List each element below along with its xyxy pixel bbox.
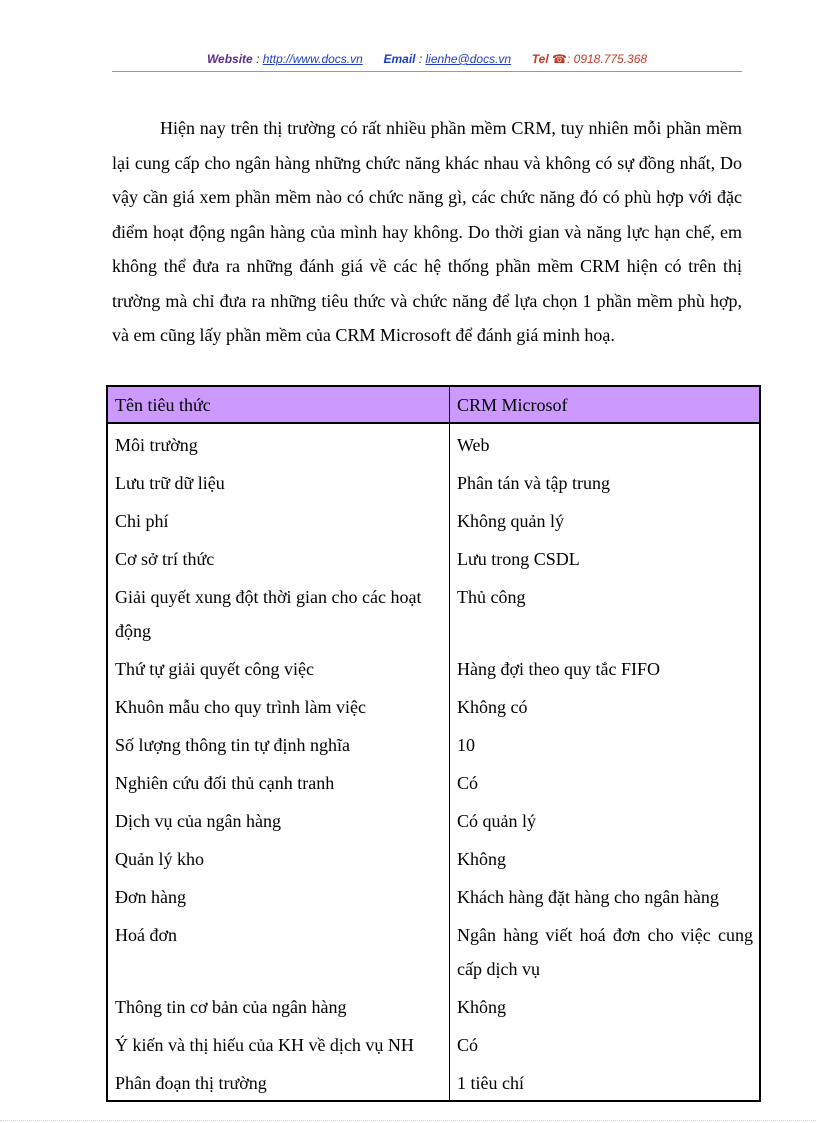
table-header-row — [107, 386, 760, 423]
table-row — [107, 986, 760, 1024]
email-link[interactable]: lienhe@docs.vn — [425, 52, 512, 66]
criteria-cell: Thông tin cơ bản của ngân hàng — [115, 997, 347, 1017]
table-row — [107, 876, 760, 914]
table-row — [107, 724, 760, 762]
crm-criteria-table — [106, 385, 761, 1102]
table-row — [107, 576, 760, 648]
value-cell: Có — [450, 762, 761, 800]
table-row — [107, 838, 760, 876]
value-cell: Không — [450, 986, 761, 1024]
phone-icon: ☎ — [552, 52, 567, 66]
table-row — [107, 800, 760, 838]
criteria-cell: Chi phí — [115, 511, 169, 531]
table-row — [107, 423, 760, 462]
criteria-cell: Lưu trữ dữ liệu — [115, 473, 225, 493]
header-divider — [112, 71, 742, 72]
value-cell: Không có — [450, 686, 761, 724]
value-cell: 10 — [450, 724, 761, 762]
value-cell: Có quản lý — [450, 800, 761, 838]
value-cell: Ngân hàng viết hoá đơn cho việc cung cấp dịch vụ — [450, 914, 761, 986]
value-cell: Không quản lý — [450, 500, 761, 538]
criteria-cell: Số lượng thông tin tự định nghĩa — [115, 735, 351, 755]
criteria-cell: Cơ sở trí thức — [115, 549, 215, 569]
criteria-cell: Đơn hàng — [115, 887, 187, 907]
value-cell: Phân tán và tập trung — [450, 462, 761, 500]
website-label: Website — [206, 52, 253, 66]
page-header: Website : http://www.docs.vn Email : lienhe@docs.vn Tel ☎: 0918.775.368 — [206, 52, 648, 66]
value-cell: Thủ công — [450, 576, 761, 648]
value-cell: Không — [450, 838, 761, 876]
tel-value: 0918.775.368 — [573, 52, 648, 66]
tel-label: Tel — [531, 52, 549, 66]
criteria-cell: Thứ tự giải quyết công việc — [115, 659, 314, 679]
table-row — [107, 538, 760, 576]
table-row — [107, 648, 760, 686]
table-row — [107, 914, 760, 986]
criteria-cell: Dịch vụ của ngân hàng — [115, 811, 281, 831]
value-cell: Lưu trong CSDL — [450, 538, 761, 576]
footer-divider — [0, 1120, 816, 1121]
table-header-criteria: Tên tiêu thức — [107, 386, 450, 423]
criteria-cell: Giải quyết xung đột thời gian cho các hoạt động — [115, 587, 422, 641]
criteria-cell: Phân đoạn thị trường — [115, 1073, 267, 1093]
value-cell: 1 tiêu chí — [450, 1062, 761, 1101]
criteria-cell: Khuôn mẫu cho quy trình làm việc — [115, 697, 366, 717]
table-row — [107, 686, 760, 724]
value-cell: Web — [450, 423, 761, 462]
table-row — [107, 762, 760, 800]
table-header-product: CRM Microsof — [450, 386, 761, 423]
value-cell: Khách hàng đặt hàng cho ngân hàng — [450, 876, 761, 914]
table-row — [107, 1024, 760, 1062]
criteria-cell: Hoá đơn — [115, 925, 178, 945]
criteria-cell: Ý kiến và thị hiếu của KH về dịch vụ NH — [115, 1035, 414, 1055]
criteria-cell: Nghiên cứu đối thủ cạnh tranh — [115, 773, 335, 793]
value-cell: Có — [450, 1024, 761, 1062]
criteria-cell: Quản lý kho — [115, 849, 204, 869]
email-label: Email — [383, 52, 416, 66]
criteria-cell: Môi trường — [115, 435, 198, 455]
table-row — [107, 500, 760, 538]
table-row — [107, 462, 760, 500]
website-link[interactable]: http://www.docs.vn — [262, 52, 363, 66]
table-row — [107, 1062, 760, 1101]
value-cell: Hàng đợi theo quy tắc FIFO — [450, 648, 761, 686]
body-paragraph: Hiện nay trên thị trường có rất nhiều phần mềm CRM, tuy nhiên mỗi phần mềm lại cung cấp cho ngân hàng những chức năng khác nhau và không có sự đồng nhất, Do vậy cần giá xem phần mềm nào có chức năng gì, các chức năng đó có phù hợp với đặc điểm hoạt động ngân hàng của mình hay không. Do thời gian và năng lực hạn chế, em không thể đưa ra những đánh giá về các hệ thống phần mềm CRM hiện có trên thị trường mà chỉ đưa ra những tiêu thức và chức năng để lựa chọn 1 phần mềm phù hợp, và em cũng lấy phần mềm của CRM Microsoft để đánh giá minh hoạ. — [112, 118, 742, 345]
